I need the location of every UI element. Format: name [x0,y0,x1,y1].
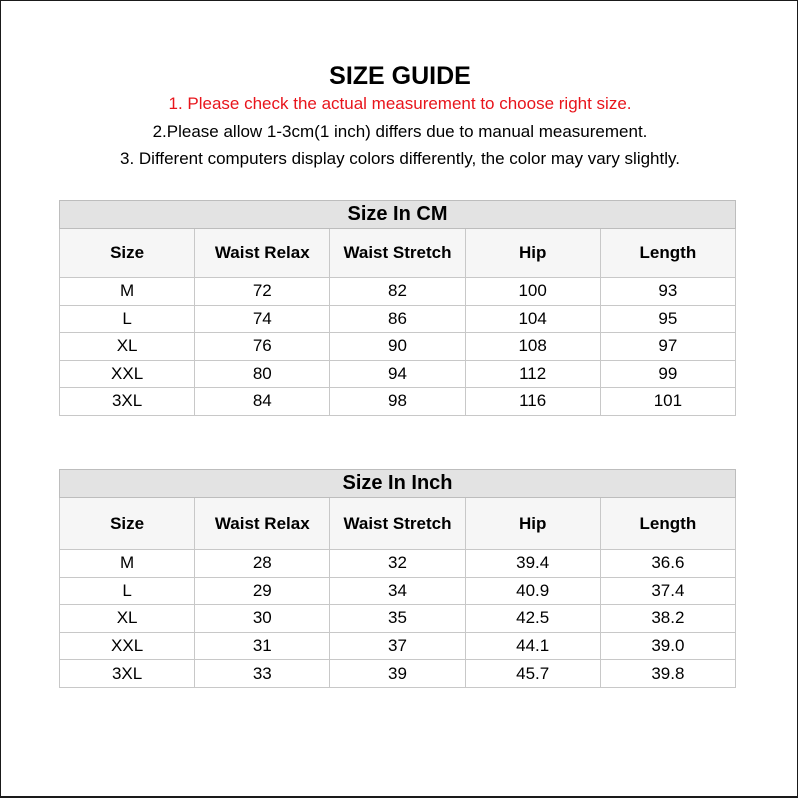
column-header-waist-stretch: Waist Stretch [330,229,465,278]
hip-cell: 39.4 [465,550,600,578]
waist-stretch-cell: 86 [330,305,465,333]
length-cell: 97 [600,333,735,361]
column-header-hip: Hip [465,498,600,550]
hip-cell: 40.9 [465,577,600,605]
note-tolerance: 2.Please allow 1-3cm(1 inch) differs due to manual measurement. [152,122,648,141]
length-cell: 36.6 [600,550,735,578]
length-cell: 39.8 [600,660,735,688]
table-row [60,577,736,605]
size-table-inch [59,469,736,688]
waist-stretch-cell: 34 [330,577,465,605]
waist-relax-cell: 29 [195,577,330,605]
length-cell: 95 [600,305,735,333]
size-cell: M [60,550,195,578]
waist-relax-cell: 84 [195,388,330,416]
table-row [60,605,736,633]
hip-cell: 45.7 [465,660,600,688]
note-measurement: 1. Please check the actual measurement to choose right size. [168,94,632,113]
table-caption: Size In Inch [60,470,736,498]
column-header-size: Size [60,229,195,278]
note-color-variance: 3. Different computers display colors differently, the color may vary slightly. [120,149,680,168]
column-header-waist-relax: Waist Relax [195,498,330,550]
size-cell: XXL [60,360,195,388]
column-header-hip: Hip [465,229,600,278]
waist-relax-cell: 28 [195,550,330,578]
hip-cell: 116 [465,388,600,416]
table-caption: Size In CM [60,201,736,229]
column-header-size: Size [60,498,195,550]
waist-relax-cell: 72 [195,278,330,306]
size-cell: XXL [60,632,195,660]
waist-stretch-cell: 98 [330,388,465,416]
length-cell: 38.2 [600,605,735,633]
size-cell: L [60,305,195,333]
size-cell: XL [60,333,195,361]
size-cell: M [60,278,195,306]
length-cell: 99 [600,360,735,388]
waist-stretch-cell: 39 [330,660,465,688]
waist-relax-cell: 76 [195,333,330,361]
waist-stretch-cell: 94 [330,360,465,388]
hip-cell: 42.5 [465,605,600,633]
table-row [60,632,736,660]
waist-stretch-cell: 35 [330,605,465,633]
waist-relax-cell: 74 [195,305,330,333]
waist-relax-cell: 80 [195,360,330,388]
column-header-length: Length [600,498,735,550]
table-row [60,550,736,578]
hip-cell: 112 [465,360,600,388]
table-row [60,305,736,333]
hip-cell: 100 [465,278,600,306]
length-cell: 39.0 [600,632,735,660]
size-cell: XL [60,605,195,633]
table-row [60,660,736,688]
column-header-length: Length [600,229,735,278]
waist-relax-cell: 31 [195,632,330,660]
length-cell: 37.4 [600,577,735,605]
size-cell: 3XL [60,660,195,688]
length-cell: 101 [600,388,735,416]
waist-stretch-cell: 37 [330,632,465,660]
waist-relax-cell: 33 [195,660,330,688]
hip-cell: 104 [465,305,600,333]
table-row [60,360,736,388]
hip-cell: 44.1 [465,632,600,660]
table-row [60,333,736,361]
size-cell: 3XL [60,388,195,416]
size-cell: L [60,577,195,605]
table-row [60,278,736,306]
waist-stretch-cell: 32 [330,550,465,578]
length-cell: 93 [600,278,735,306]
waist-stretch-cell: 82 [330,278,465,306]
column-header-waist-stretch: Waist Stretch [330,498,465,550]
page-title: SIZE GUIDE [329,62,471,90]
waist-relax-cell: 30 [195,605,330,633]
column-header-waist-relax: Waist Relax [195,229,330,278]
table-row [60,388,736,416]
waist-stretch-cell: 90 [330,333,465,361]
size-table-cm [59,200,736,416]
hip-cell: 108 [465,333,600,361]
